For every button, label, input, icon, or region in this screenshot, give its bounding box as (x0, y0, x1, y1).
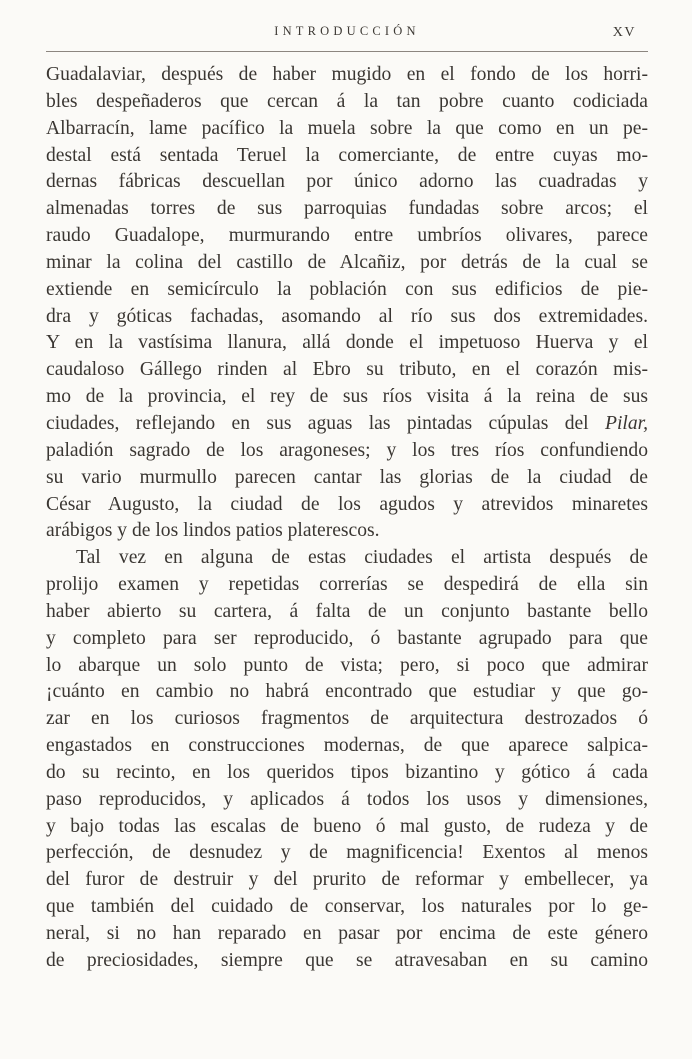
text-line: destal está sentada Teruel la comerciante, de entre cuyas mo- (46, 144, 648, 166)
text-line: bles despeñaderos que cercan á la tan pobre cuanto codiciada (46, 90, 648, 112)
text-line: Y en la vastísima llanura, allá donde el impetuoso Huerva y el (46, 332, 648, 354)
body-text (46, 62, 648, 975)
text-line: prolijo examen y repetidas correrías se despedirá de ella sin (46, 574, 648, 596)
text-line: haber abierto su cartera, á falta de un conjunto bastante bello (46, 600, 648, 622)
text-line: do su recinto, en los queridos tipos bizantino y gótico á cada (46, 761, 648, 783)
page-number: XV (612, 25, 636, 40)
text-line: almenadas torres de sus parroquias fundadas sobre arcos; el (46, 198, 648, 220)
text-line: paso reproducidos, y aplicados á todos los usos y dimensiones, (46, 788, 648, 810)
text-line: ¡cuánto en cambio no habrá encontrado que estudiar y que go- (46, 681, 648, 703)
text-line: Albarracín, lame pacífico la muela sobre la que como en un pe- (46, 117, 648, 139)
text-line: lo abarque un solo punto de vista; pero, si poco que admirar (46, 654, 648, 676)
text-line: neral, si no han reparado en pasar por encima de este género (46, 923, 648, 944)
text-line: Tal vez en alguna de estas ciudades el artista después de (76, 547, 648, 569)
text-line: arábigos y de los lindos patios platerescos. (46, 520, 380, 542)
header-rule (46, 51, 648, 52)
text-line: César Augusto, la ciudad de los agudos y atrevidos minaretes (46, 493, 648, 515)
text-line: mo de la provincia, el rey de sus ríos visita á la reina de sus (46, 386, 648, 408)
text-line: y bajo todas las escalas de bueno ó mal gusto, de rudeza y de (46, 815, 648, 837)
text-line: del furor de destruir y del prurito de reformar y embellecer, ya (46, 869, 648, 891)
text-line: Guadalaviar, después de haber mugido en el fondo de los horri- (46, 64, 648, 85)
text-line: zar en los curiosos fragmentos de arquitectura destrozados ó (46, 708, 648, 730)
paragraph-1 (46, 62, 648, 545)
text-line: engastados en construcciones modernas, de que aparece salpica- (46, 735, 648, 757)
text-line: perfección, de desnudez y de magnificencia! Exentos al menos (46, 842, 648, 864)
text-line: que también del cuidado de conservar, los naturales por lo ge- (46, 896, 648, 918)
text-line: extiende en semicírculo la población con sus edificios de pie- (46, 278, 648, 300)
text-line: de preciosidades, siempre que se atravesaban en su camino (46, 949, 648, 971)
text-line: su vario murmullo parecen cantar las glorias de la ciudad de (46, 466, 648, 488)
text-line: raudo Guadalope, murmurando entre umbríos olivares, parece (46, 225, 648, 247)
running-title: INTRODUCCIÓN (274, 24, 420, 38)
text-line: minar la colina del castillo de Alcañiz, por detrás de la cual se (46, 251, 648, 273)
running-head (46, 24, 648, 44)
text-line: dernas fábricas descuellan por único adorno las cuadradas y (46, 171, 648, 193)
text-line: paladión sagrado de los aragoneses; y los tres ríos confundiendo (46, 439, 648, 461)
italic-word: Pilar, (605, 412, 648, 434)
paragraph-2 (46, 545, 648, 975)
text-line-content: ciudades, reflejando en sus aguas las pintadas cúpulas del Pilar, (46, 412, 648, 434)
text-line: caudaloso Gállego rinden al Ebro su tributo, en el corazón mis- (46, 359, 648, 381)
text-line: y completo para ser reproducido, ó bastante agrupado para que (46, 627, 648, 649)
text-line: dra y góticas fachadas, asomando al río sus dos extremidades. (46, 305, 648, 327)
text-line (46, 411, 648, 438)
